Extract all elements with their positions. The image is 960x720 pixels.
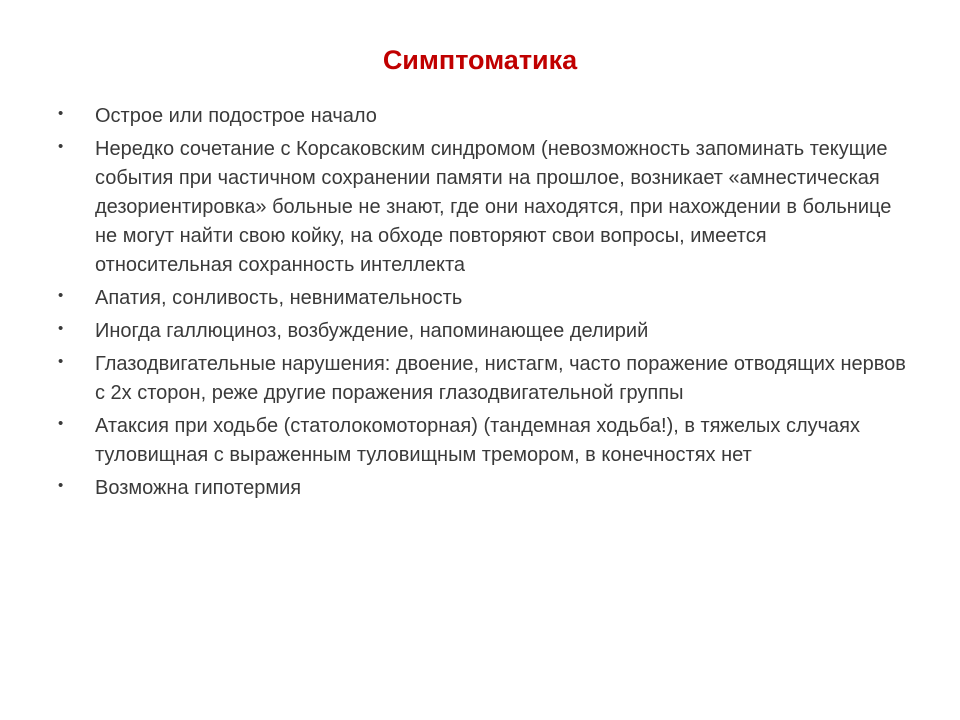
bullet-item	[58, 412, 908, 470]
bullet-text: Острое или подострое начало	[95, 105, 377, 127]
bullet-text: Возможна гипотермия	[95, 477, 302, 499]
bullet-icon: •	[58, 477, 64, 494]
bullet-list	[58, 102, 908, 507]
bullet-text: Атаксия при ходьбе (статолокомоторная) (тандемная ходьба!), в тяжелых случаях туловищная с выраженным туловищным тремором, в конечностях нет	[95, 415, 860, 466]
slide-title: Симптоматика	[382, 45, 578, 75]
bullet-icon: •	[58, 287, 64, 304]
bullet-icon: •	[58, 415, 64, 432]
bullet-item	[58, 135, 908, 280]
bullet-item	[58, 284, 908, 313]
bullet-text: Нередко сочетание с Корсаковским синдромом (невозможность запоминать текущие события при частичном сохранении памяти на прошлое, возникает «амнестическая дезориентировка» больные не знают, где они находятся, при нахождении в больнице не могут найти свою койку, на обходе повторяют свои вопросы, имеется относительная сохранность интеллекта	[95, 138, 892, 276]
bullet-item	[58, 317, 908, 346]
bullet-item	[58, 350, 908, 408]
bullet-icon: •	[58, 353, 64, 370]
bullet-item	[58, 474, 908, 503]
bullet-text: Глазодвигательные нарушения: двоение, нистагм, часто поражение отводящих нервов с 2х сторон, реже другие поражения глазодвигательной группы	[95, 353, 906, 404]
bullet-icon: •	[58, 320, 64, 337]
bullet-text: Апатия, сонливость, невнимательность	[95, 287, 463, 309]
bullet-icon: •	[58, 138, 64, 155]
bullet-icon: •	[58, 105, 64, 122]
bullet-item	[58, 102, 908, 131]
bullet-text: Иногда галлюциноз, возбуждение, напоминающее делирий	[95, 320, 649, 342]
